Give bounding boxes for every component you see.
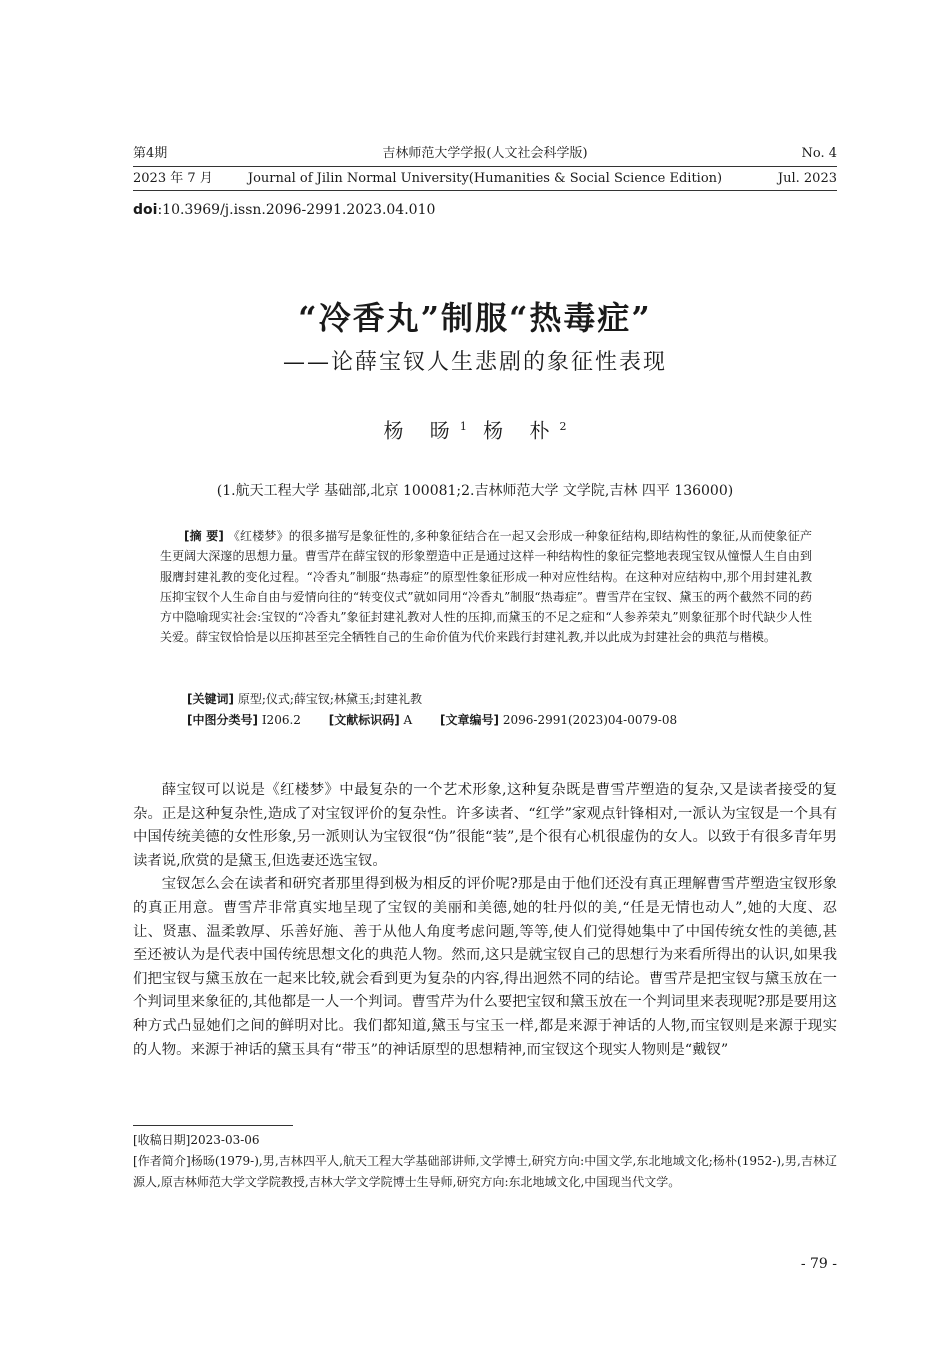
journal-name-cn: 吉林师范大学学报(人文社会科学版) bbox=[382, 146, 588, 161]
received-date: [收稿日期]2023-03-06 bbox=[133, 1133, 260, 1147]
keywords-label: [关键词] bbox=[187, 692, 234, 706]
running-header-top bbox=[133, 145, 837, 163]
doc-code-label: [文献标识码] bbox=[328, 713, 400, 727]
doi-line bbox=[133, 200, 435, 220]
keywords-text: 原型;仪式;薛宝钗;林黛玉;封建礼教 bbox=[237, 692, 422, 706]
header-rule-thick bbox=[133, 190, 837, 191]
article-number-label: [文章编号] bbox=[440, 713, 500, 727]
article-subtitle: ——论薛宝钗人生悲剧的象征性表现 bbox=[282, 350, 667, 375]
author-bio: [作者简介]杨旸(1979-),男,吉林四平人,航天工程大学基础部讲师,文学博士,研究方向:中国文学,东北地域文化;杨朴(1952-),男,吉林辽源人,原吉林师范大学文学院教授,吉林大学文学院博士生导师,研究方向:东北地域文化,中国现当代文学。 bbox=[133, 1154, 837, 1189]
body-text bbox=[133, 779, 837, 1062]
affiliation: (1.航天工程大学 基础部,北京 100081;2.吉林师范大学 文学院,吉林 四平 136000) bbox=[216, 483, 734, 499]
article-title: “冷香丸”制服“热毒症” bbox=[298, 299, 652, 337]
page-number: - 79 - bbox=[800, 1256, 837, 1272]
author-name: 杨 朴 bbox=[483, 418, 560, 443]
header-rule-thin bbox=[133, 166, 837, 167]
footnote-rule bbox=[133, 1125, 293, 1126]
article-number-value: 2096-2991(2023)04-0079-08 bbox=[502, 713, 678, 727]
abstract bbox=[160, 526, 812, 648]
body-paragraph: 薛宝钗可以说是《红楼梦》中最复杂的一个艺术形象,这种复杂既是曹雪芹塑造的复杂,又是读者接受的复杂。正是这种复杂性,造成了对宝钗评价的复杂性。许多读者、“红学”家观点针锋相对,一派认为宝钗是一个具有中国传统美德的女性形象,另一派则认为宝钗很“伪”很能“装”,是个很有心机很虚伪的女人。以致于有很多青年男读者说,欣赏的是黛玉,但选妻还选宝钗。 bbox=[133, 782, 837, 869]
date-en: Jul. 2023 bbox=[777, 171, 837, 186]
doi-value: :10.3969/j.issn.2096-2991.2023.04.010 bbox=[157, 202, 436, 218]
author-name: 杨 旸 bbox=[383, 418, 460, 443]
abstract-text: 《红楼梦》的很多描写是象征性的,多种象征结合在一起又会形成一种象征结构,即结构性的象征,从而使象征产生更阔大深邃的思想力量。曹雪芹在薛宝钗的形象塑造中正是通过这样一种结构性的象征完整地表现宝钗从憧憬人生自由到服膺封建礼教的变化过程。“冷香丸”制服“热毒症”的原型性象征形成一种对应性结构。在这种对应结构中,那个用封建礼教压抑宝钗个人生命自由与爱情向往的“转变仪式”就如同用“冷香丸”制服“热毒症”。曹雪芹在宝钗、黛玉的两个截然不同的药方中隐喻现实社会:宝钗的“冷香丸”象征封建礼教对人性的压抑,而黛玉的不足之症和“人参养荣丸”则象征那个时代缺少人性关爱。薛宝钗恰恰是以压抑甚至完全牺牲自己的生命价值为代价来践行封建礼教,并以此成为封建社会的典范与楷模。 bbox=[160, 529, 812, 645]
author-affil-mark: 1 bbox=[459, 420, 467, 433]
doi-label: doi bbox=[133, 202, 158, 218]
doc-code-value: A bbox=[403, 713, 413, 727]
footnotes bbox=[133, 1130, 837, 1193]
keywords bbox=[187, 689, 422, 709]
clc-label: [中图分类号] bbox=[187, 713, 258, 727]
author-affil-mark: 2 bbox=[559, 420, 567, 433]
issue-cn: 第4期 bbox=[133, 146, 168, 161]
date-cn: 2023 年 7 月 bbox=[133, 171, 213, 186]
journal-name-en: Journal of Jilin Normal University(Humanities & Social Science Edition) bbox=[247, 171, 723, 186]
author-list bbox=[0, 412, 950, 446]
issue-en: No. 4 bbox=[801, 146, 837, 161]
body-paragraph: 宝钗怎么会在读者和研究者那里得到极为相反的评价呢?那是由于他们还没有真正理解曹雪芹塑造宝钗形象的真正用意。曹雪芹非常真实地呈现了宝钗的美丽和美德,她的牡丹似的美,“任是无情也动人”,她的大度、忍让、贤惠、温柔敦厚、乐善好施、善于从他人角度考虑问题,等等,使人们觉得她集中了中国传统女性的美德,甚至还被认为是代表中国传统思想文化的典范人物。然而,这只是就宝钗自己的思想行为来看所得出的认识,如果我们把宝钗与黛玉放在一起来比较,就会看到更为复杂的内容,得出迥然不同的结论。曹雪芹是把宝钗与黛玉放在一个判词里来象征的,其他都是一人一个判词。曹雪芹为什么要把宝钗和黛玉放在一个判词里来表现呢?那是要用这种方式凸显她们之间的鲜明对比。我们都知道,黛玉与宝玉一样,都是来源于神话的人物,而宝钗则是来源于现实的人物。来源于神话的黛玉具有“带玉”的神话原型的思想精神,而宝钗这个现实人物则是“戴钗” bbox=[133, 876, 837, 1058]
abstract-label: [摘 要] bbox=[184, 529, 224, 543]
running-header-bottom bbox=[133, 170, 837, 188]
classification-line bbox=[187, 710, 677, 730]
clc-value: I206.2 bbox=[261, 713, 301, 727]
